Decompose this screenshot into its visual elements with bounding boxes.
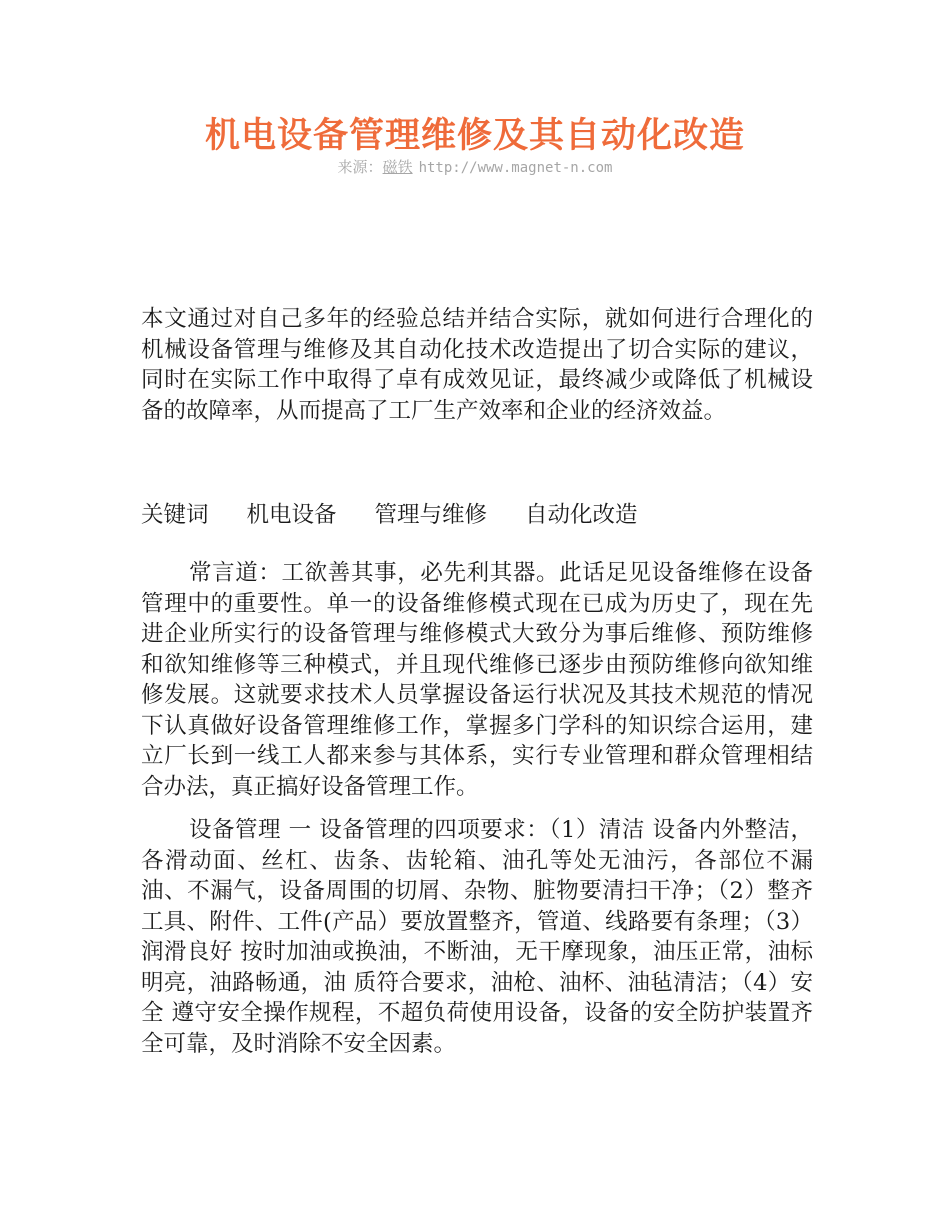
intro-paragraph: 常言道：工欲善其事，必先利其器。此话足见设备维修在设备管理中的重要性。单一的设备维修模式现在已成为历史了，现在先进企业所实行的设备管理与维修模式大致分为事后维修、预防维修和欲知维修等三种模式，并且现代维修已逐步由预防维修向欲知维修发展。这就要求技术人员掌握设备运行状况及其技术规范的情况下认真做好设备管理维修工作，掌握多门学科的知识综合运用，建立厂长到一线工人都来参与其体系，实行专业管理和群众管理相结合办法，真正搞好设备管理工作。 — [141, 560, 813, 800]
management-paragraph: 设备管理 一 设备管理的四项要求：（1）清洁 设备内外整洁，各滑动面、丝杠、齿条、齿轮箱、油孔等处无油污，各部位不漏油、不漏气，设备周围的切屑、杂物、脏物要清扫干净；（2）整齐 工具、附件、工件(产品）要放置整齐，管道、线路要有条理；（3）润滑良好 按时加油或换油，不断油，无干摩现象，油压正常，油标明亮，油路畅通，油 质符合要求，油枪、油杯、油毡清洁；（4）安全 遵守安全操作规程，不超负荷使用设备，设备的安全防护装置齐全可靠，及时消除不安全因素。 — [141, 817, 813, 1057]
source-label: 来源： — [337, 158, 383, 176]
source-url: http://www.magnet-n.com — [418, 160, 613, 176]
keyword-item: 自动化改造 — [525, 502, 638, 528]
keywords-line — [141, 500, 813, 531]
source-name-link[interactable]: 磁铁 — [382, 158, 413, 176]
source-line — [0, 156, 950, 179]
abstract-paragraph: 本文通过对自己多年的经验总结并结合实际，就如何进行合理化的机械设备管理与维修及其自动化技术改造提出了切合实际的建议，同时在实际工作中取得了卓有成效见证，最终减少或降低了机械设备的故障率，从而提高了工厂生产效率和企业的经济效益。 — [141, 306, 813, 424]
keyword-item: 机电设备 — [246, 502, 337, 528]
keywords-label: 关键词 — [141, 502, 209, 528]
document-title: 机电设备管理维修及其自动化改造 — [204, 115, 745, 156]
keyword-item: 管理与维修 — [374, 502, 488, 528]
